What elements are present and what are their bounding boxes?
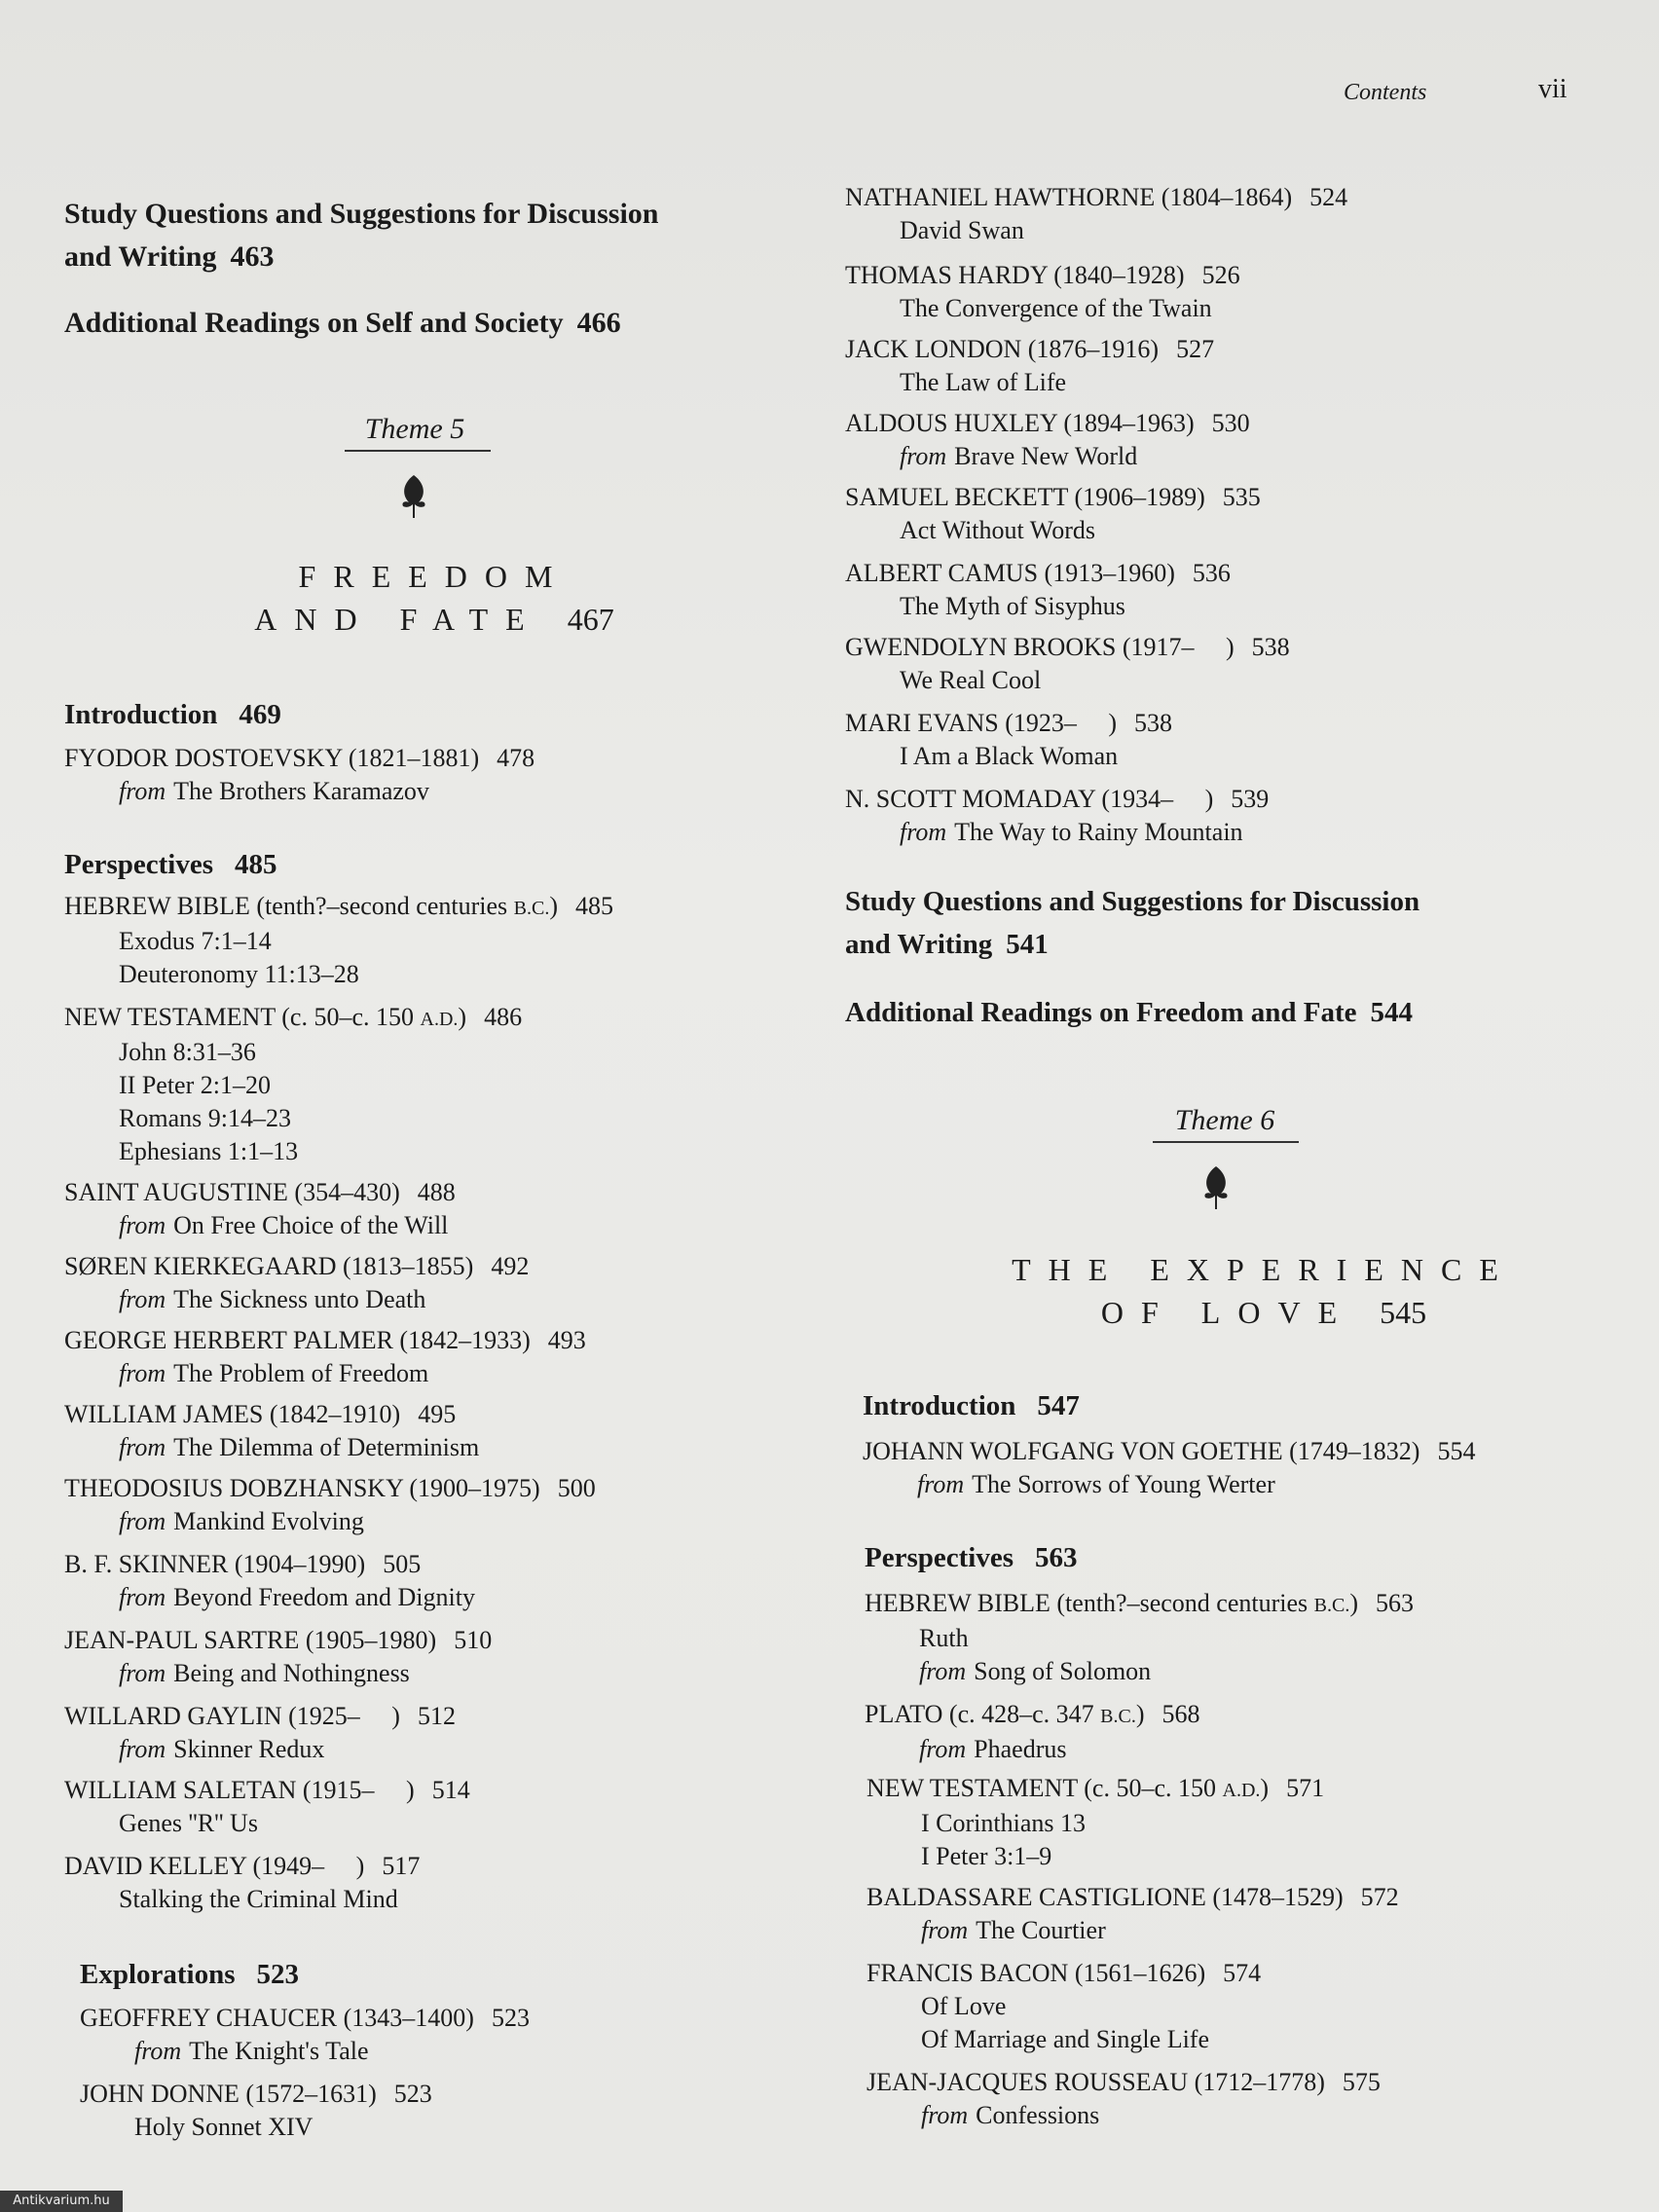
entry-skinner: B. F. SKINNER (1904–1990) 505 from Beyond Freedom and Dignity [64, 1550, 475, 1611]
theme-5-label: Theme 5 [364, 413, 465, 445]
theme-5-title: FREEDOM AND FATE 467 [254, 559, 614, 637]
entry-evans: MARI EVANS (1923– ) 538 I Am a Black Woman [845, 709, 1173, 770]
additional-readings-466: Additional Readings on Self and Society 466 [64, 307, 621, 339]
perspectives-485: Perspectives 485 [64, 849, 277, 880]
entry-hebrew-bible: HEBREW BIBLE (tenth?–second centuries B.C.) 485 Exodus 7:1–14 Deuteronomy 11:13–28 [64, 892, 613, 988]
entry-hawthorne: NATHANIEL HAWTHORNE (1804–1864) 524 David Swan [845, 183, 1348, 244]
entry-new-testament: NEW TESTAMENT (c. 50–c. 150 A.D.) 486 John 8:31–36 II Peter 2:1–20 Romans 9:14–23 Ephesians 1:1–13 [64, 1003, 523, 1165]
perspectives-563: Perspectives 563 [865, 1542, 1078, 1573]
watermark: Antikvarium.hu [0, 2191, 123, 2212]
entry-palmer: GEORGE HERBERT PALMER (1842–1933) 493 from The Problem of Freedom [64, 1326, 586, 1387]
entry-dostoevsky: FYODOR DOSTOEVSKY (1821–1881) 478 from The Brothers Karamazov [64, 744, 535, 805]
entry-donne: JOHN DONNE (1572–1631) 523 Holy Sonnet XIV [80, 2080, 432, 2141]
entry-rousseau: JEAN-JACQUES ROUSSEAU (1712–1778) 575 from Confessions [866, 2068, 1381, 2129]
leaf-ornament-icon [1199, 1164, 1233, 1211]
running-head: Contents [1344, 80, 1427, 105]
theme-5-rule [345, 450, 491, 452]
entry-kierkegaard: SØREN KIERKEGAARD (1813–1855) 492 from The Sickness unto Death [64, 1252, 530, 1313]
entry-momaday: N. SCOTT MOMADAY (1934– ) 539 from The Way to Rainy Mountain [845, 785, 1270, 846]
entry-hebrew-bible-563: HEBREW BIBLE (tenth?–second centuries B.C.) 563 Ruth from Song of Solomon [865, 1589, 1414, 1685]
entry-bacon: FRANCIS BACON (1561–1626) 574 Of Love Of Marriage and Single Life [866, 1959, 1262, 2053]
explorations-523: Explorations 523 [80, 1959, 300, 1990]
entry-hardy: THOMAS HARDY (1840–1928) 526 The Convergence of the Twain [845, 261, 1240, 322]
entry-kelley: DAVID KELLEY (1949– ) 517 Stalking the Criminal Mind [64, 1852, 421, 1913]
entry-sartre: JEAN-PAUL SARTRE (1905–1980) 510 from Being and Nothingness [64, 1626, 493, 1687]
entry-james: WILLIAM JAMES (1842–1910) 495 from The Dilemma of Determinism [64, 1400, 480, 1461]
study-questions-541: Study Questions and Suggestions for Discussion and Writing 541 [845, 886, 1420, 960]
entry-new-testament-571: NEW TESTAMENT (c. 50–c. 150 A.D.) 571 I Corinthians 13 I Peter 3:1–9 [866, 1774, 1325, 1870]
entry-gaylin: WILLARD GAYLIN (1925– ) 512 from Skinner Redux [64, 1702, 456, 1763]
entry-huxley: ALDOUS HUXLEY (1894–1963) 530 from Brave New World [845, 409, 1250, 470]
introduction-469: Introduction 469 [64, 699, 281, 730]
entry-brooks: GWENDOLYN BROOKS (1917– ) 538 We Real Cool [845, 633, 1290, 694]
additional-readings-544: Additional Readings on Freedom and Fate 544 [845, 997, 1414, 1028]
introduction-547: Introduction 547 [863, 1390, 1080, 1421]
page-number: vii [1538, 74, 1567, 104]
study-questions-463: Study Questions and Suggestions for Discussion and Writing 463 [64, 198, 659, 273]
entry-goethe: JOHANN WOLFGANG VON GOETHE (1749–1832) 554 from The Sorrows of Young Werter [863, 1437, 1476, 1498]
entry-beckett: SAMUEL BECKETT (1906–1989) 535 Act Without Words [845, 483, 1261, 544]
leaf-ornament-icon [397, 473, 430, 520]
theme-6-rule [1153, 1141, 1299, 1143]
entry-camus: ALBERT CAMUS (1913–1960) 536 The Myth of Sisyphus [845, 559, 1231, 620]
entry-chaucer: GEOFFREY CHAUCER (1343–1400) 523 from The Knight's Tale [80, 2004, 530, 2065]
entry-saletan: WILLIAM SALETAN (1915– ) 514 Genes ''R'' Us [64, 1776, 470, 1837]
entry-london: JACK LONDON (1876–1916) 527 The Law of Life [845, 335, 1215, 396]
entry-plato: PLATO (c. 428–c. 347 B.C.) 568 from Phaedrus [865, 1700, 1200, 1763]
entry-augustine: SAINT AUGUSTINE (354–430) 488 from On Free Choice of the Will [64, 1178, 456, 1239]
entry-castiglione: BALDASSARE CASTIGLIONE (1478–1529) 572 from The Courtier [866, 1883, 1399, 1944]
entry-dobzhansky: THEODOSIUS DOBZHANSKY (1900–1975) 500 from Mankind Evolving [64, 1474, 596, 1535]
theme-6-title: THE EXPERIENCE OF LOVE 545 [1012, 1252, 1516, 1330]
theme-6-label: Theme 6 [1174, 1104, 1275, 1136]
